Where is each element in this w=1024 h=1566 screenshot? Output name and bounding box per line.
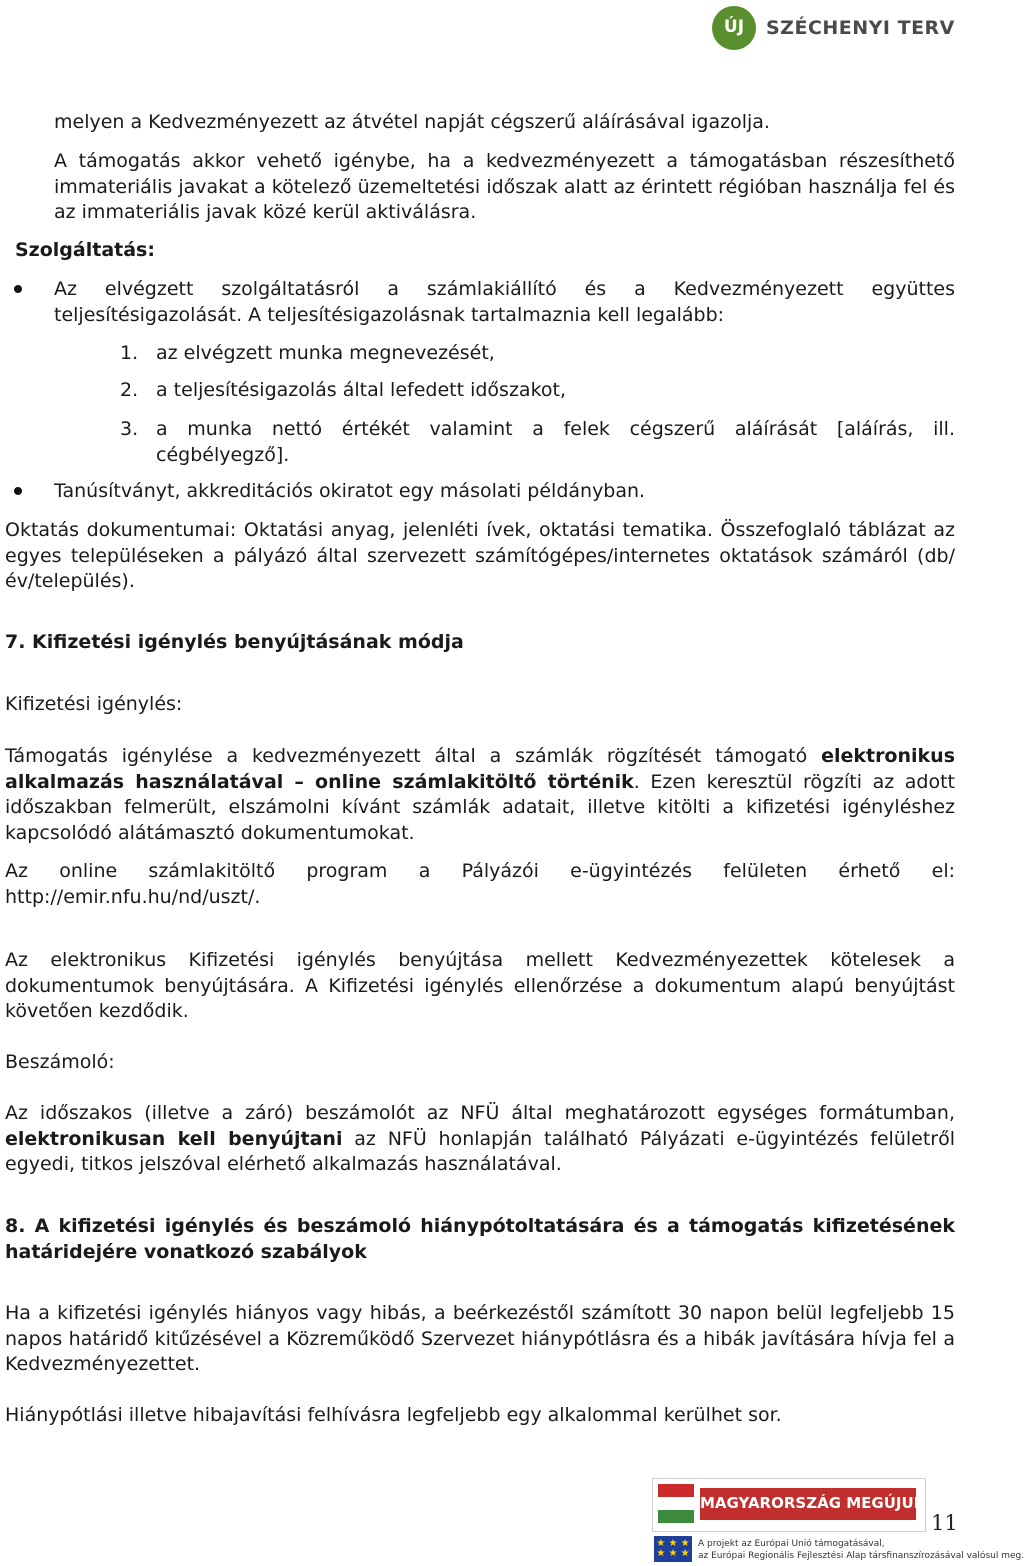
list-item: a munka nettó értékét valamint a felek cégszerű aláírását [aláírás, ill. cégbélyegző]. [156,418,955,466]
bold-text-run: elektronikus alkalmazás használatával – online számlakitöltő történik [5,745,955,793]
section-8-heading: 8. A kifizetési igénylés és beszámoló hiánypótoltatására és a támogatás kifizetésének határidejére vonatkozó szabályok [5,1215,955,1263]
paragraph-tamogatas-igenylese [5,744,955,846]
logo-text: SZÉCHENYI TERV [766,17,955,39]
paragraph-oktatas: Oktatás dokumentumai: Oktatási anyag, jelenléti ívek, oktatási tematika. Összefoglaló táblázat az egyes településeken a pályázó által szervezett számítógépes/internetes oktatások számáról (db/év/település). [5,519,955,592]
list-number: 1. [120,342,139,364]
paragraph-online-program: Az online számlakitöltő program a Pályázói e-ügyintézés felületen érhető el: http://emir.nfu.hu/nd/uszt/. [5,860,955,908]
paragraph-elektronikus: Az elektronikus Kifizetési igénylés benyújtása mellett Kedvezményezettek kötelesek a dokumentumok benyújtására. A Kifizetési igénylés ellenőrzése a dokumentum alapú benyújtást követően kezdődik. [5,949,955,1022]
eu-support-line-2: az Európai Regionális Fejlesztési Alap társfinanszírozásával valósul meg. [698,1551,1024,1561]
paragraph-hibajavitas: Hiánypótlási illetve hibajavítási felhívásra legfeljebb egy alkalommal kerülhet sor. [5,1404,782,1426]
paragraph-2: A támogatás akkor vehető igénybe, ha a kedvezményezett a támogatásban részesíthető immateriális javakat a kötelező üzemeltetési időszak alatt az érintett régióban használja fel és az immateriális javak közé kerül aktiválásra. [54,150,955,223]
text-run: az NFÜ honlapján található Pályázati e-ügyintézés felületről egyedi, titkos jelszóval elérhető alkalmazás használatával. [5,1127,955,1175]
list-number: 3. [120,418,139,440]
bullet-item-2: Tanúsítványt, akkreditációs okiratot egy másolati példányban. [54,480,646,502]
hungarian-flag-white-stripe [658,1497,694,1510]
paragraph-beszamolo [5,1101,955,1178]
paragraph-hianypotlas: Ha a kifizetési igénylés hiányos vagy hibás, a beérkezéstől számított 30 napon belül legfeljebb 15 napos határidő kitűzésével a Közreműködő Szervezet hiánypótlásra és a hibák javítására hívja fel a Kedvezményezettet. [5,1302,955,1375]
beszamolo-label: Beszámoló: [5,1051,115,1073]
text-run: Támogatás igénylése a kedvezményezett által a számlák rögzítését támogató [5,745,808,767]
list-item: az elvégzett munka megnevezését, [156,342,495,364]
page-number: 11 [931,1511,958,1535]
hungarian-flag-green-stripe [658,1510,694,1523]
bullet-icon [14,487,22,495]
bullet-item-1: Az elvégzett szolgáltatásról a számlakiállító és a Kedvezményezett együttes teljesítésigazolását. A teljesítésigazolásnak tartalmaznia kell legalább: [54,278,955,326]
szolgaltatas-heading: Szolgáltatás: [15,239,155,261]
list-number: 2. [120,379,139,401]
logo-prefix: ÚJ [723,17,745,37]
badge-label: MAGYARORSZÁG MEGÚJUL [700,1494,924,1512]
paragraph-1: melyen a Kedvezményezett az átvétel napját cégszerű aláírásával igazolja. [54,111,770,133]
text-run: Az időszakos (illetve a záró) beszámolót az NFÜ által meghatározott egységes formátumban, [5,1102,955,1124]
hungarian-flag-icon [658,1484,694,1497]
szechenyi-terv-logo [706,6,956,56]
text-run: . Ezen keresztül rögzíti az adott időszakban felmerült, elszámolni kívánt számlák adatait, illetve kitölti a kifizetési igényléshez kapcsolódó alátámasztó dokumentumokat. [5,770,955,844]
eu-support-line-1: A projekt az Európai Unió támogatásával, [698,1539,885,1549]
bold-text-run: elektronikusan kell benyújtani [5,1127,343,1150]
eu-stars-icon: ★ ★ ★ ★ ★ ★ [656,1538,690,1559]
bullet-icon [14,285,22,293]
kifizetesi-label: Kifizetési igénylés: [5,693,183,715]
list-item: a teljesítésigazolás által lefedett időszakot, [156,379,567,401]
section-7-heading: 7. Kifizetési igénylés benyújtásának módja [5,631,464,653]
